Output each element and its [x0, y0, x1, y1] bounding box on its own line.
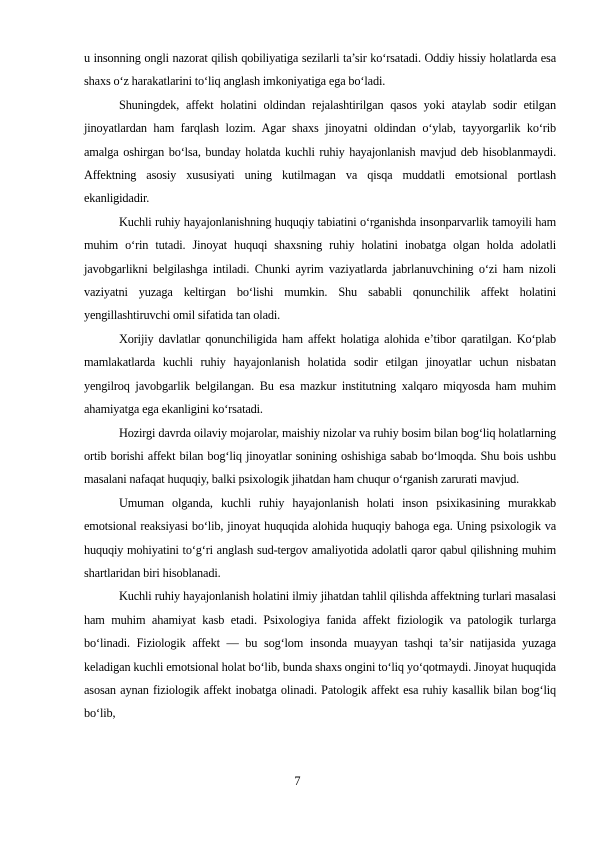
- paragraph-6: Umuman olganda, kuchli ruhiy hayajonlanish holati inson psixikasining murakkab emotsional reaksiyasi bo‘lib, jinoyat huquqida alohida huquqiy bahoga ega. Uning psixologik va huquqiy mohiyatini to‘g‘ri anglash sud-tergov amaliyotida adolatli qaror qabul qilishning muhim shartlaridan biri hisoblanadi.: [84, 495, 556, 580]
- paragraph-5: Hozirgi davrda oilaviy mojarolar, maishiy nizolar va ruhiy bosim bilan bog‘liq holatlarning ortib borishi affekt bilan bog‘liq jinoyatlar sonining oshishiga sabab bo‘lmoqda. Shu bois ushbu masalani nafaqat huquqiy, balki psixologik jihatdan ham chuqur o‘rganish zarurati mavjud.: [84, 425, 556, 487]
- paragraph-2: Shuningdek, affekt holatini oldindan rejalashtirilgan qasos yoki ataylab sodir etilgan jinoyatlardan ham farqlash lozim. Agar shaxs jinoyatni oldindan o‘ylab, tayyorgarlik ko‘rib amalga oshirgan bo‘lsa, bunday holatda kuchli ruhiy hayajonlanish mavjud deb hisoblanmaydi. Affektning asosiy xususiyati uning kutilmagan va qisqa muddatli emotsional portlash ekanligidadir.: [84, 97, 556, 206]
- document-page: [84, 47, 556, 726]
- paragraph-7: Kuchli ruhiy hayajonlanish holatini ilmiy jihatdan tahlil qilishda affektning turlari masalasi ham muhim ahamiyat kasb etadi. Psixologiya fanida affekt fiziologik va patologik turlarga bo‘linadi. Fiziologik affekt — bu sog‘lom insonda muayyan tashqi ta’sir natijasida yuzaga keladigan kuchli emotsional holat bo‘lib, bunda shaxs ongini to‘liq yo‘qotmaydi. Jinoyat huquqida asosan aynan fiziologik affekt inobatga olinadi. Patologik affekt esa ruhiy kasallik bilan bog‘liq bo‘lib,: [84, 589, 556, 721]
- paragraph-4: Xorijiy davlatlar qonunchiligida ham affekt holatiga alohida e’tibor qaratilgan. Ko‘plab mamlakatlarda kuchli ruhiy hayajonlanish holatida sodir etilgan jinoyatlar uchun nisbatan yengilroq javobgarlik belgilangan. Bu esa mazkur institutning xalqaro miqyosda ham muhim ahamiyatga ega ekanligini ko‘rsatadi.: [84, 331, 556, 417]
- paragraph-3: Kuchli ruhiy hayajonlanishning huquqiy tabiatini o‘rganishda insonparvarlik tamoyili ham muhim o‘rin tutadi. Jinoyat huquqi shaxsning ruhiy holatini inobatga olgan holda adolatli javobgarlikni belgilashga intiladi. Chunki ayrim vaziyatlarda jabrlanuvchining o‘zi ham nizoli vaziyatni yuzaga keltirgan bo‘lishi mumkin. Shu sababli qonunchilik affekt holatini yengillashtiruvchi omil sifatida tan oladi.: [84, 214, 556, 323]
- page-number: 7: [294, 774, 301, 788]
- paragraph-1: u insonning ongli nazorat qilish qobiliyatiga sezilarli ta’sir ko‘rsatadi. Oddiy hissiy holatlarda esa shaxs o‘z harakatlarini to‘liq anglash imkoniyatiga ega bo‘ladi.: [84, 51, 556, 89]
